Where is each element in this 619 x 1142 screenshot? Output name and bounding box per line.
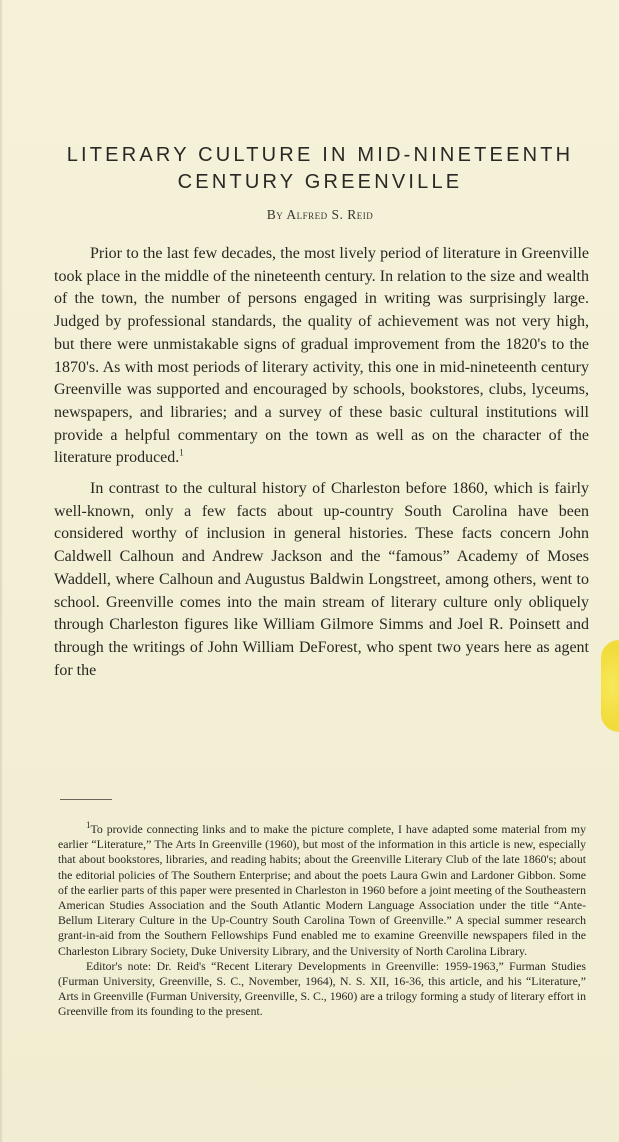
body-paragraph-1-text: Prior to the last few decades, the most lively period of literature in Greenville took place in the middle of the nineteenth century. In relation to the size and wealth of the town, the number of persons engaged in writing was surprisingly large. Judged by professional standards, the quality of achievement was not very high, but there were unmistakable signs of gradual improvement from the 1820's to the 1870's. As with most periods of literary activity, this one in mid-nineteenth century Greenville was supported and encouraged by schools, bookstores, clubs, lyceums, newspapers, and libraries; and a survey of these basic cultural institutions will provide a helpful commentary on the town as well as on the character of the literature produced.: [54, 245, 589, 467]
yellow-page-tab: [601, 640, 619, 732]
page-edge: [0, 0, 3, 1142]
footnote-divider: [60, 799, 112, 800]
article-body: [54, 243, 589, 690]
footnote-1: [58, 822, 586, 959]
footnote-1-text: To provide connecting links and to make the picture complete, I have adapted some material from my earlier “Literature,” The Arts In Greenville (1960), but most of the information in this article is new, especially that about bookstores, libraries, and reading habits; about the Greenville Literary Club of the late 1860's; about the editorial policies of The Southern Enterprise; and about the poets Laura Gwin and Lardoner Gibbon. Some of the earlier parts of this paper were presented in Charleston in 1960 before a joint meeting of the Southeastern American Studies Association and the South Atlantic Modern Language Association under the title “Ante-Bellum Literary Culture in the Up-Country South Carolina Town of Greenville.” A special summer research grant-in-aid from the Southern Fellowships Fund enabled me to examine Greenville newspapers filed in the Charleston Library Society, Duke University Library, and the University of North Carolina Library.: [58, 822, 586, 958]
footnotes: [58, 822, 586, 1020]
editors-note: Editor's note: Dr. Reid's “Recent Literary Developments in Greenville: 1959-1963,” Furman Studies (Furman University, Greenville, S. C., November, 1964), N. S. XII, 16-36, this article, and his “Literature,” Arts in Greenville (Furman University, Greenville, S. C., 1960) are a trilogy forming a study of literary effort in Greenville from its founding to the present.: [58, 958, 586, 1019]
footnote-reference: 1: [179, 448, 184, 458]
article-title: LITERARY CULTURE IN MID-NINETEENTH CENTURY GREENVILLE: [66, 144, 574, 193]
article-author: By Alfred S. Reid: [266, 207, 374, 222]
body-paragraph-2: In contrast to the cultural history of Charleston before 1860, which is fairly well-known, only a few facts about up-country South Carolina have been considered worthy of inclusion in general histories. These facts concern John Caldwell Calhoun and Andrew Jackson and the “famous” Academy of Moses Waddell, where Calhoun and Augustus Baldwin Longstreet, among others, went to school. Greenville comes into the main stream of literary culture only obliquely through Charleston figures like William Gilmore Simms and Joel R. Poinsett and through the writings of John William DeForest, who spent two years here as agent for the: [54, 480, 589, 679]
body-paragraph-1: [54, 243, 589, 470]
footnote-number: 1: [86, 820, 91, 831]
